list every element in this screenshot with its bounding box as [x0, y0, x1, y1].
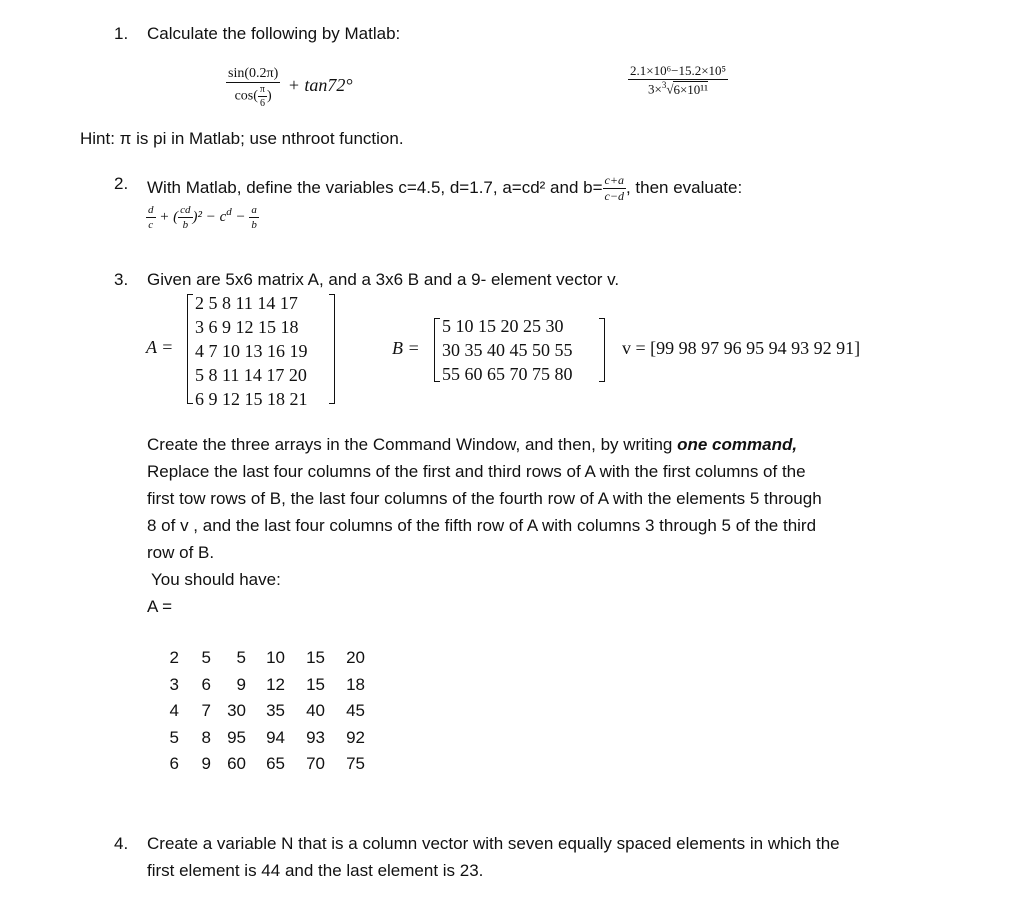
cos-label: cos( [234, 89, 258, 105]
a-num: a [249, 204, 259, 218]
matrix-a-row: 4 7 10 13 16 19 [195, 341, 308, 361]
b-den: b [182, 219, 189, 232]
radicand: 6×10¹¹ [673, 81, 709, 97]
q1-expr2-fraction [628, 64, 728, 97]
radical-icon: √ [666, 81, 674, 97]
b-definition-fraction [603, 174, 626, 203]
q1-text: Calculate the following by Matlab: [147, 24, 401, 43]
q1-expr2-numerator: 2.1×10⁶−15.2×10⁵ [628, 64, 728, 80]
q2-number: 2. [114, 174, 129, 193]
q1-hint: Hint: π is pi in Matlab; use nthroot function. [80, 129, 404, 148]
q3-para-line-5: row of B. [147, 543, 215, 562]
result-row [164, 698, 365, 725]
tan-term: + tan72° [287, 74, 353, 95]
result-cell: 8 [201, 727, 211, 747]
six: 6 [259, 98, 265, 110]
result-cell: 5 [236, 648, 246, 667]
pi-over-6 [258, 84, 267, 109]
q2-text [147, 174, 742, 203]
result-cell: 95 [227, 727, 246, 747]
result-cell: 75 [346, 754, 365, 773]
q1-expression-1 [226, 66, 353, 109]
q2-text-b: , then evaluate: [625, 178, 743, 198]
vector-v: v = [99 98 97 96 95 94 93 92 91] [622, 338, 861, 358]
q1-number: 1. [114, 24, 129, 43]
q3-para-line-3: first tow rows of B, the last four columns of the fourth row of A with the elements 5 through [147, 489, 822, 508]
result-cell: 94 [266, 727, 285, 747]
q1-expr1-denominator [233, 83, 274, 109]
cube-root-index: 3 [661, 80, 667, 91]
exponent-d: d [226, 206, 232, 219]
q3-para-line-1 [147, 435, 797, 455]
q4-line-1: Create a variable N that is a column vector with seven equally spaced elements in which the [147, 834, 840, 853]
q3-para-line-1-text: Create the three arrays in the Command Window, and then, by writing [147, 435, 678, 454]
result-cell: 35 [266, 701, 285, 720]
result-cell: 3 [169, 674, 179, 694]
matrix-a [195, 291, 308, 411]
matrix-b [442, 314, 573, 386]
b-den-2: b [251, 219, 257, 232]
result-cell: 12 [266, 674, 285, 694]
matrix-b-row: 55 60 65 70 75 80 [442, 364, 573, 384]
minus: − [231, 209, 250, 226]
pi-symbol: π [259, 84, 265, 96]
should-have-label: You should have: [151, 570, 281, 589]
result-row [164, 725, 365, 752]
a-over-b [249, 204, 259, 231]
b-numerator: c+a [603, 174, 626, 189]
result-cell: 93 [306, 727, 325, 747]
q1-expression-2 [628, 64, 728, 97]
result-cell: 6 [201, 674, 211, 694]
result-cell: 9 [236, 674, 246, 694]
result-matrix [164, 645, 365, 778]
result-cell: 6 [169, 754, 179, 773]
matrix-b-row: 5 10 15 20 25 30 [442, 316, 564, 336]
close-paren: ) [266, 89, 272, 105]
matrix-b-left-bracket [434, 318, 440, 382]
d-over-c [146, 204, 156, 231]
result-cell: 2 [169, 648, 179, 667]
q1-expr1-numerator: sin(0.2π) [226, 66, 280, 83]
c-den: c [148, 219, 154, 232]
plus-paren: + ( [159, 209, 179, 226]
d-num: d [146, 204, 156, 218]
q4-number: 4. [114, 834, 129, 853]
result-cell: 15 [306, 674, 325, 694]
matrix-b-label: B = [392, 338, 420, 358]
result-cell: 92 [346, 727, 365, 747]
q3-para-line-2: Replace the last four columns of the first and third rows of A with the first columns of the [147, 462, 806, 481]
three-times: 3× [647, 81, 662, 97]
result-row [164, 751, 365, 778]
result-cell: 20 [346, 648, 365, 667]
matrix-a-row: 3 6 9 12 15 18 [195, 317, 299, 337]
result-cell: 15 [306, 648, 325, 667]
result-cell: 65 [266, 754, 285, 773]
one-command-emphasis: one command, [677, 435, 798, 454]
b-denominator: c−d [604, 189, 624, 204]
result-cell: 40 [306, 701, 325, 720]
result-cell: 7 [201, 701, 211, 720]
q2-text-a: With Matlab, define the variables c=4.5, d=1.7, a=cd² and b= [147, 178, 603, 198]
matrix-a-row: 2 5 8 11 14 17 [195, 293, 298, 313]
result-cell: 70 [306, 754, 325, 773]
q1-expr1-fraction [226, 66, 280, 109]
result-row [164, 645, 365, 672]
cd-num: cd [178, 204, 192, 218]
result-a-label: A = [147, 597, 173, 616]
cd-over-b [178, 204, 192, 231]
result-cell: 9 [201, 754, 211, 773]
matrix-a-left-bracket [187, 294, 193, 404]
q4-line-2: first element is 44 and the last element is 23. [147, 861, 484, 880]
matrix-a-label: A = [146, 337, 174, 357]
result-cell: 18 [346, 674, 365, 694]
result-cell: 5 [169, 727, 179, 747]
result-cell: 5 [201, 648, 211, 667]
result-cell: 30 [227, 701, 246, 720]
q3-text: Given are 5x6 matrix A, and a 3x6 B and a 9- element vector v. [147, 270, 620, 289]
matrix-b-row: 30 35 40 45 50 55 [442, 340, 573, 360]
result-cell: 60 [227, 754, 246, 773]
result-row [164, 672, 365, 699]
matrix-b-right-bracket [599, 318, 605, 382]
q1-expr2-denominator [646, 80, 710, 97]
result-cell: 4 [169, 701, 179, 720]
result-cell: 10 [266, 648, 285, 667]
matrix-a-row: 6 9 12 15 18 21 [195, 389, 308, 409]
q3-para-line-4: 8 of v , and the last four columns of the fifth row of A with columns 3 through 5 of the third [147, 516, 817, 535]
q2-expression [146, 204, 259, 231]
squared-minus-c: )² − c [192, 209, 227, 226]
q3-number: 3. [114, 270, 129, 289]
matrix-a-right-bracket [329, 294, 335, 404]
result-cell: 45 [346, 701, 365, 720]
matrix-a-row: 5 8 11 14 17 20 [195, 365, 307, 385]
